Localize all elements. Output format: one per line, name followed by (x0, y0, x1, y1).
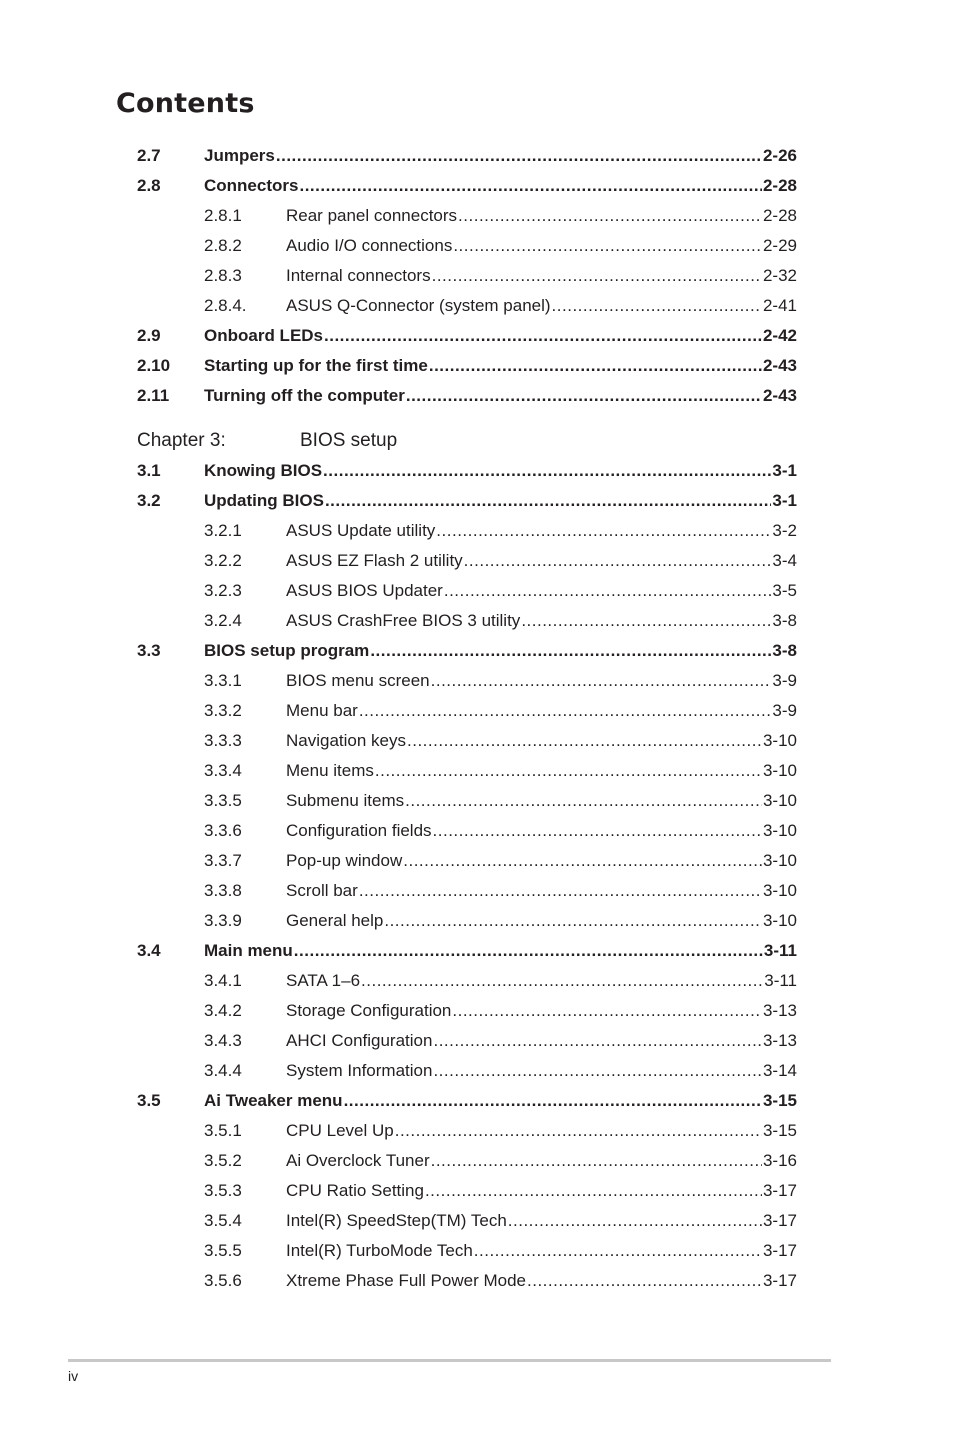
toc-entry-title: Ai Tweaker menu (204, 1091, 343, 1110)
toc-entry[interactable] (0, 786, 954, 816)
toc-entry[interactable] (0, 606, 954, 636)
toc-entry-page: 3-10 (762, 851, 797, 870)
page-title: Contents (116, 88, 255, 119)
dot-leader (431, 666, 772, 696)
toc-entry-page: 3-10 (762, 761, 797, 780)
toc-entry[interactable] (0, 1086, 954, 1116)
toc-entry-number: 3.3.6 (204, 821, 242, 840)
toc-entry-number: 3.4.4 (204, 1061, 242, 1080)
toc-entry-number: 3.4.3 (204, 1031, 242, 1050)
toc-entry-number: 3.3.9 (204, 911, 242, 930)
chapter-label: Chapter 3: (137, 430, 226, 451)
toc-entry-line (204, 636, 797, 666)
toc-entry-title: Main menu (204, 941, 293, 960)
toc-entry-page: 2-32 (762, 266, 797, 285)
toc-entry[interactable] (0, 1026, 954, 1056)
toc-entry-line (286, 1176, 797, 1206)
toc-entry-page: 3-11 (763, 941, 797, 960)
toc-entry-line (286, 231, 797, 261)
toc-entry[interactable] (0, 996, 954, 1026)
toc-entry-number: 3.5.6 (204, 1271, 242, 1290)
toc-entry-line (286, 576, 797, 606)
dot-leader (429, 351, 762, 381)
dot-leader (299, 171, 762, 201)
toc-entry-line (286, 846, 797, 876)
toc-entry[interactable] (0, 1146, 954, 1176)
toc-entry[interactable] (0, 456, 954, 486)
toc-entry-page: 3-10 (762, 881, 797, 900)
toc-entry-line (286, 966, 797, 996)
toc-entry-title: Connectors (204, 176, 299, 195)
toc-entry[interactable] (0, 696, 954, 726)
toc-entry-number: 2.8 (137, 176, 161, 195)
toc-entry-title: ASUS EZ Flash 2 utility (286, 551, 463, 570)
toc-entry-page: 3-2 (772, 521, 797, 540)
toc-entry-line (204, 321, 797, 351)
toc-entry-line (286, 1116, 797, 1146)
toc-entry[interactable] (0, 816, 954, 846)
toc-entry-title: Audio I/O connections (286, 236, 453, 255)
toc-entry-line (286, 516, 797, 546)
dot-leader (406, 381, 762, 411)
toc-entry[interactable] (0, 726, 954, 756)
toc-entry-number: 3.5.5 (204, 1241, 242, 1260)
toc-entry[interactable] (0, 516, 954, 546)
toc-entry-page: 3-15 (762, 1091, 797, 1110)
dot-leader (452, 996, 762, 1026)
dot-leader (359, 696, 772, 726)
dot-leader (458, 201, 762, 231)
toc-entry-number: 3.2.3 (204, 581, 242, 600)
toc-entry-page: 3-8 (772, 611, 797, 630)
toc-entry-line (286, 546, 797, 576)
toc-entry-number: 2.11 (137, 386, 170, 405)
toc-entry[interactable] (0, 1056, 954, 1086)
toc-entry-number: 2.10 (137, 356, 171, 375)
dot-leader (344, 1086, 762, 1116)
toc-entry-title: System Information (286, 1061, 433, 1080)
toc-entry[interactable] (0, 966, 954, 996)
dot-leader (444, 576, 772, 606)
toc-entry-page: 3-9 (772, 701, 797, 720)
dot-leader (294, 936, 763, 966)
dot-leader (425, 1176, 762, 1206)
toc-entry-line (286, 876, 797, 906)
toc-entry[interactable] (0, 1206, 954, 1236)
toc-entry-line (286, 786, 797, 816)
toc-entry-page: 3-5 (772, 581, 797, 600)
toc-entry-title: ASUS Q-Connector (system panel) (286, 296, 551, 315)
toc-entry-line (286, 996, 797, 1026)
toc-entry-title: Updating BIOS (204, 491, 324, 510)
toc-entry[interactable] (0, 1236, 954, 1266)
footer-divider (68, 1359, 831, 1362)
dot-leader (508, 1206, 762, 1236)
toc-entry-number: 3.5.3 (204, 1181, 242, 1200)
toc-entry-line (286, 726, 797, 756)
toc-entry-page: 3-17 (762, 1211, 797, 1230)
toc-entry-title: AHCI Configuration (286, 1031, 433, 1050)
toc-entry-title: Jumpers (204, 146, 275, 165)
dot-leader (384, 906, 762, 936)
toc-entry-title: ASUS Update utility (286, 521, 436, 540)
dot-leader (395, 1116, 762, 1146)
toc-entry-page: 2-43 (762, 386, 797, 405)
toc-entry[interactable] (0, 756, 954, 786)
dot-leader (361, 966, 763, 996)
toc-entry-number: 3.3.1 (204, 671, 242, 690)
toc-entry-page: 3-17 (762, 1271, 797, 1290)
toc-entry-title: Intel(R) TurboMode Tech (286, 1241, 473, 1260)
dot-leader (324, 321, 762, 351)
toc-entry-line (286, 756, 797, 786)
dot-leader (325, 486, 771, 516)
toc-entry-page: 3-16 (762, 1151, 797, 1170)
toc-entry-title: BIOS menu screen (286, 671, 430, 690)
toc-entry-page: 2-29 (762, 236, 797, 255)
toc-entry[interactable] (0, 576, 954, 606)
toc-entry-page: 3-10 (762, 821, 797, 840)
dot-leader (407, 726, 762, 756)
toc-entry-title: Navigation keys (286, 731, 407, 750)
toc-entry-title: Configuration fields (286, 821, 432, 840)
toc-entry-number: 3.5.1 (204, 1121, 242, 1140)
toc-entry-page: 2-28 (762, 176, 797, 195)
toc-entry-line (286, 1206, 797, 1236)
toc-entry[interactable] (0, 636, 954, 666)
toc-entry-number: 3.5 (137, 1091, 161, 1110)
toc-entry-number: 2.9 (137, 326, 161, 345)
toc-entry[interactable] (0, 201, 954, 231)
toc-entry-line (286, 816, 797, 846)
toc-entry[interactable] (0, 546, 954, 576)
toc-entry-line (204, 171, 797, 201)
toc-entry-line (204, 486, 797, 516)
toc-entry[interactable] (0, 876, 954, 906)
toc-entry-title: Turning off the computer (204, 386, 405, 405)
toc-entry-line (286, 1056, 797, 1086)
chapter-heading (0, 426, 954, 456)
toc-entry-page: 2-43 (762, 356, 797, 375)
toc-entry[interactable] (0, 906, 954, 936)
toc-entry-page: 2-26 (762, 146, 797, 165)
toc-entry-number: 2.8.3 (204, 266, 242, 285)
dot-leader (370, 636, 771, 666)
toc-entry[interactable] (0, 291, 954, 321)
toc-entry-number: 3.3.3 (204, 731, 242, 750)
toc-entry-number: 3.3.4 (204, 761, 242, 780)
toc-entry-line (286, 1236, 797, 1266)
toc-entry-line (204, 351, 797, 381)
toc-entry-number: 3.2.4 (204, 611, 242, 630)
toc-entry-title: CPU Ratio Setting (286, 1181, 424, 1200)
toc-entry-page: 3-10 (762, 911, 797, 930)
toc-entry-title: BIOS setup program (204, 641, 370, 660)
dot-leader (433, 1026, 762, 1056)
toc-entry-page: 3-15 (762, 1121, 797, 1140)
toc-entry-line (204, 141, 797, 171)
toc-entry-number: 3.2.2 (204, 551, 242, 570)
toc-entry-page: 3-1 (772, 461, 797, 480)
toc-entry-page: 2-42 (762, 326, 797, 345)
toc-entry-page: 3-4 (772, 551, 797, 570)
toc-entry[interactable] (0, 936, 954, 966)
toc-entry-number: 2.8.4. (204, 296, 247, 315)
toc-entry-title: Knowing BIOS (204, 461, 323, 480)
toc-entry-title: ASUS CrashFree BIOS 3 utility (286, 611, 521, 630)
toc-entry-title: Pop-up window (286, 851, 403, 870)
toc-entry-title: Menu items (286, 761, 374, 780)
dot-leader (432, 261, 762, 291)
toc-entry-line (286, 201, 797, 231)
dot-leader (276, 141, 762, 171)
toc-entry-line (286, 666, 797, 696)
toc-entry[interactable] (0, 321, 954, 351)
toc-entry-number: 3.4.2 (204, 1001, 242, 1020)
dot-leader (552, 291, 762, 321)
toc-entry-number: 3.3.8 (204, 881, 242, 900)
toc-entry-title: Ai Overclock Tuner (286, 1151, 430, 1170)
dot-leader (464, 546, 772, 576)
chapter-title: BIOS setup (300, 430, 398, 451)
toc-entry-number: 3.3.7 (204, 851, 242, 870)
toc-entry-number: 3.2 (137, 491, 161, 510)
toc-entry-number: 3.4.1 (204, 971, 242, 990)
toc-entry-title: SATA 1–6 (286, 971, 361, 990)
dot-leader (359, 876, 762, 906)
toc-entry-line (204, 1086, 797, 1116)
dot-leader (527, 1266, 762, 1296)
toc-entry-title: Submenu items (286, 791, 405, 810)
toc-entry[interactable] (0, 1116, 954, 1146)
toc-entry-line (204, 936, 797, 966)
toc-entry-number: 3.3.5 (204, 791, 242, 810)
toc-entry[interactable] (0, 141, 954, 171)
toc-entry-number: 2.8.1 (204, 206, 242, 225)
toc-entry-page: 3-17 (762, 1181, 797, 1200)
toc-entry-title: Rear panel connectors (286, 206, 458, 225)
toc-entry[interactable] (0, 231, 954, 261)
toc-entry-number: 3.5.4 (204, 1211, 242, 1230)
toc-entry-line (204, 456, 797, 486)
dot-leader (453, 231, 762, 261)
dot-leader (474, 1236, 762, 1266)
toc-entry-title: Scroll bar (286, 881, 358, 900)
toc-entry-page: 3-17 (762, 1241, 797, 1260)
toc-entry-line (286, 1146, 797, 1176)
toc-entry-page: 3-9 (772, 671, 797, 690)
toc-entry[interactable] (0, 351, 954, 381)
toc-entry[interactable] (0, 666, 954, 696)
toc-entry-number: 2.8.2 (204, 236, 242, 255)
toc-entry-line (204, 381, 797, 411)
dot-leader (433, 816, 762, 846)
toc-entry[interactable] (0, 1176, 954, 1206)
toc-entry-title: Menu bar (286, 701, 358, 720)
dot-leader (405, 786, 762, 816)
dot-leader (433, 1056, 762, 1086)
toc-entry-number: 3.5.2 (204, 1151, 242, 1170)
toc-entry-line (286, 696, 797, 726)
toc-entry-title: ASUS BIOS Updater (286, 581, 443, 600)
toc-entry-page: 3-13 (762, 1031, 797, 1050)
toc-entry-page: 3-14 (762, 1061, 797, 1080)
toc-entry-title: Intel(R) SpeedStep(TM) Tech (286, 1211, 507, 1230)
toc-entry-number: 3.3.2 (204, 701, 242, 720)
toc-entry[interactable] (0, 381, 954, 411)
toc-entry[interactable] (0, 1266, 954, 1296)
toc-entry[interactable] (0, 171, 954, 201)
toc-entry-page: 3-10 (762, 791, 797, 810)
toc-entry-title: General help (286, 911, 384, 930)
dot-leader (323, 456, 771, 486)
dot-leader (521, 606, 771, 636)
toc-entry-page: 3-13 (762, 1001, 797, 1020)
toc-entry-title: Storage Configuration (286, 1001, 452, 1020)
dot-leader (375, 756, 762, 786)
toc-entry-line (286, 606, 797, 636)
dot-leader (403, 846, 762, 876)
toc-entry-title: CPU Level Up (286, 1121, 394, 1140)
toc-entry-page: 3-11 (764, 971, 797, 990)
dot-leader (436, 516, 771, 546)
toc-entry-page: 2-41 (762, 296, 797, 315)
toc-entry-number: 3.2.1 (204, 521, 242, 540)
toc-entry-page: 2-28 (762, 206, 797, 225)
footer-page-number: iv (68, 1368, 79, 1384)
toc-entry-title: Onboard LEDs (204, 326, 324, 345)
toc-entry[interactable] (0, 261, 954, 291)
toc-entry-line (286, 1026, 797, 1056)
toc-entry-title: Xtreme Phase Full Power Mode (286, 1271, 526, 1290)
toc-entry[interactable] (0, 486, 954, 516)
toc-entry-page: 3-1 (772, 491, 797, 510)
toc-entry-number: 3.1 (137, 461, 161, 480)
toc-entry-line (286, 1266, 797, 1296)
toc-entry-number: 2.7 (137, 146, 161, 165)
toc-entry-title: Starting up for the first time (204, 356, 428, 375)
toc-entry-page: 3-10 (762, 731, 797, 750)
toc-entry-page: 3-8 (772, 641, 797, 660)
dot-leader (431, 1146, 762, 1176)
toc-entry-title: Internal connectors (286, 266, 431, 285)
toc-entry-line (286, 906, 797, 936)
toc-entry-number: 3.4 (137, 941, 161, 960)
toc-entry-line (286, 261, 797, 291)
toc-entry-number: 3.3 (137, 641, 161, 660)
toc-entry[interactable] (0, 846, 954, 876)
toc-entry-line (286, 291, 797, 321)
